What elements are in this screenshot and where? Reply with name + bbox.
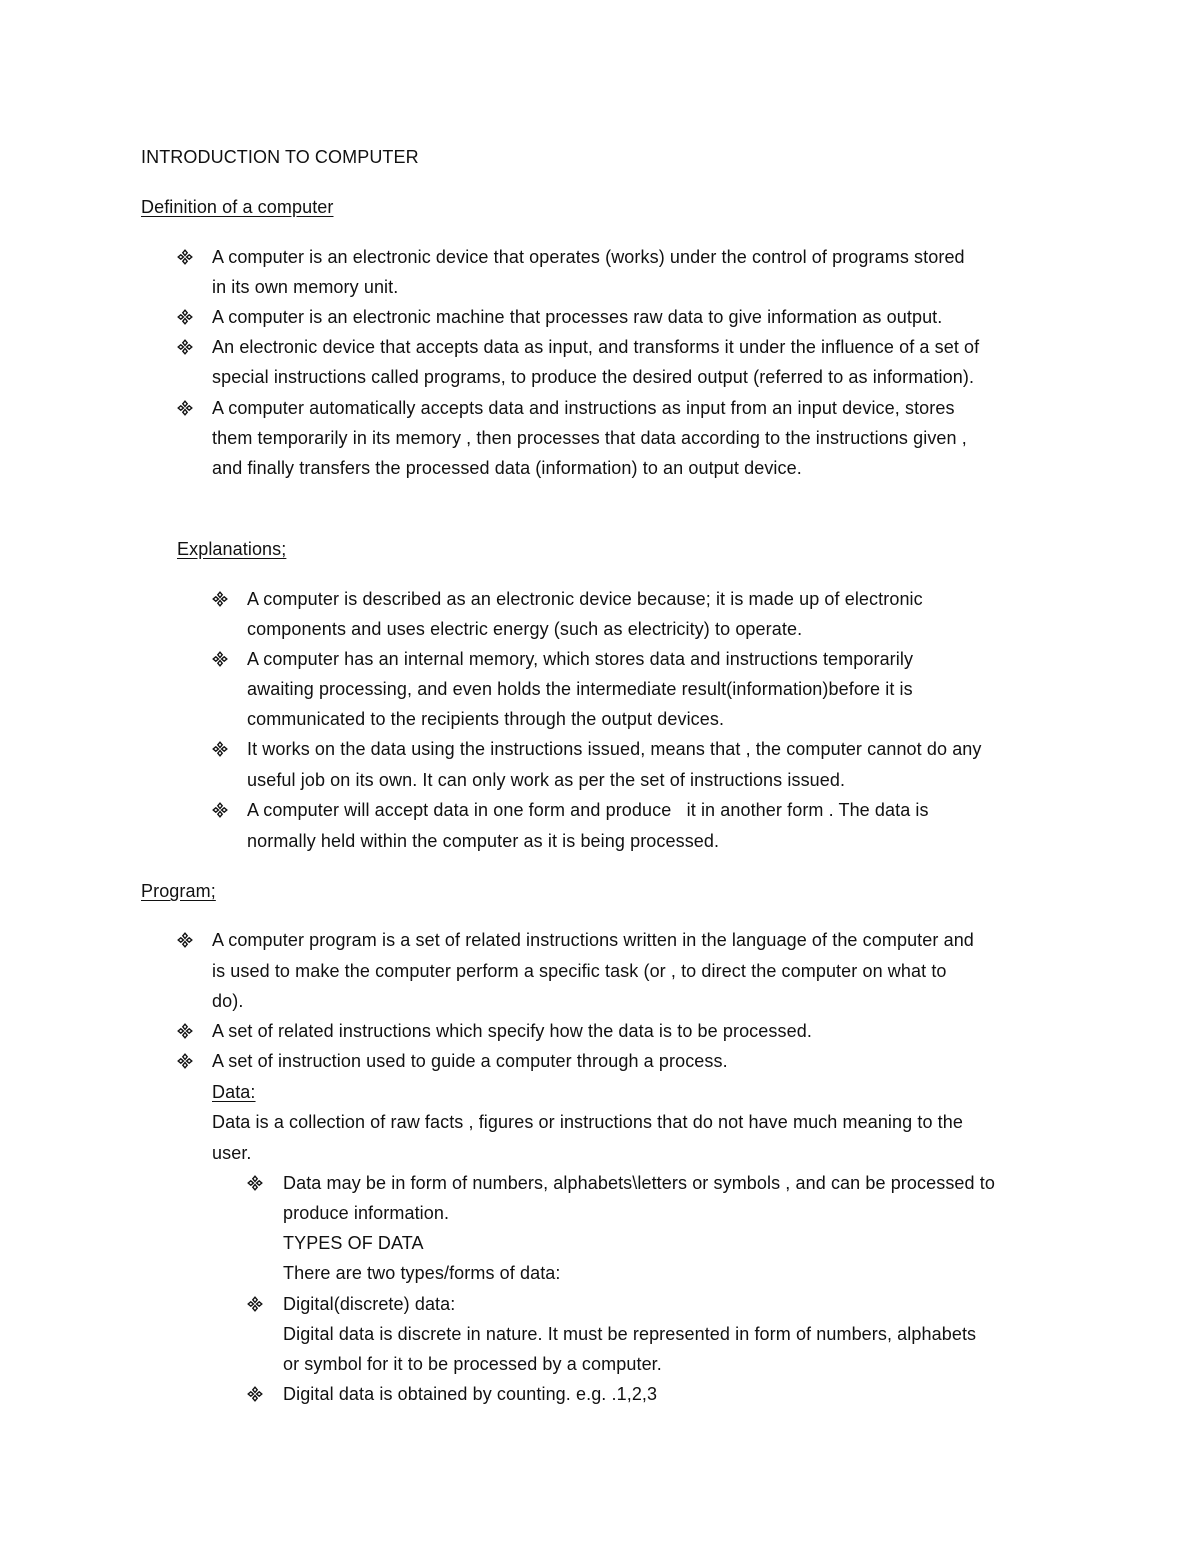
bullet-icon (247, 1175, 263, 1191)
program-bullet-1-line-3: do). (212, 991, 244, 1011)
types-of-data-heading: TYPES OF DATA (283, 1233, 424, 1253)
data-intro-line-2: user. (212, 1143, 252, 1163)
bullet-icon (212, 651, 228, 667)
explanations-bullet-4-line-2: normally held within the computer as it is being processed. (247, 831, 720, 851)
definition-heading: Definition of a computer (141, 197, 334, 217)
data-bullet-2-line-2: Digital data is discrete in nature. It must be represented in form of numbers, alphabets (283, 1324, 977, 1344)
bullet-icon (247, 1296, 263, 1312)
explanations-heading: Explanations; (177, 539, 287, 559)
explanations-bullet-1-line-1: A computer is described as an electronic device because; it is made up of electronic (247, 589, 923, 609)
bullet-icon (212, 741, 228, 757)
bullet-icon (247, 1386, 263, 1402)
program-bullet-3-line-1: A set of instruction used to guide a computer through a process. (212, 1051, 728, 1071)
data-bullet-2-line-1: Digital(discrete) data: (283, 1294, 456, 1314)
definition-bullet-4-line-3: and finally transfers the processed data (information) to an output device. (212, 458, 802, 478)
program-bullet-2-line-1: A set of related instructions which specify how the data is to be processed. (212, 1021, 812, 1041)
bullet-icon (177, 249, 193, 265)
explanations-bullet-1-line-2: components and uses electric energy (such as electricity) to operate. (247, 619, 803, 639)
definition-bullet-2-line-1: A computer is an electronic machine that processes raw data to give information as output. (212, 307, 943, 327)
definition-bullet-4-line-2: them temporarily in its memory , then processes that data according to the instructions given , (212, 428, 967, 448)
bullet-icon (177, 1053, 193, 1069)
types-of-data-intro: There are two types/forms of data: (283, 1263, 561, 1283)
definition-bullet-4-line-1: A computer automatically accepts data and instructions as input from an input device, stores (212, 398, 955, 418)
explanations-bullet-3-line-2: useful job on its own. It can only work as per the set of instructions issued. (247, 770, 846, 790)
bullet-icon (177, 339, 193, 355)
explanations-bullet-2-line-3: communicated to the recipients through the output devices. (247, 709, 725, 729)
definition-bullet-3-line-1: An electronic device that accepts data as input, and transforms it under the influence of a set of (212, 337, 980, 357)
explanations-bullet-2-line-1: A computer has an internal memory, which stores data and instructions temporarily (247, 649, 914, 669)
data-bullet-1-line-1: Data may be in form of numbers, alphabets\letters or symbols , and can be processed to (283, 1173, 995, 1193)
bullet-icon (177, 1023, 193, 1039)
explanations-bullet-2-line-2: awaiting processing, and even holds the intermediate result(information)before it is (247, 679, 913, 699)
definition-bullet-3-line-2: special instructions called programs, to produce the desired output (referred to as information). (212, 367, 975, 387)
data-bullet-2-line-3: or symbol for it to be processed by a computer. (283, 1354, 662, 1374)
explanations-bullet-3-line-1: It works on the data using the instructions issued, means that , the computer cannot do any (247, 739, 982, 759)
data-bullet-1-line-2: produce information. (283, 1203, 450, 1223)
data-heading: Data: (212, 1082, 256, 1102)
bullet-icon (212, 802, 228, 818)
data-bullet-3-line-1: Digital data is obtained by counting. e.g. .1,2,3 (283, 1384, 658, 1404)
program-heading: Program; (141, 881, 216, 901)
bullet-icon (177, 932, 193, 948)
program-bullet-1-line-1: A computer program is a set of related instructions written in the language of the computer and (212, 930, 974, 950)
data-intro-line-1: Data is a collection of raw facts , figures or instructions that do not have much meaning to the (212, 1112, 963, 1132)
definition-bullet-1-line-1: A computer is an electronic device that operates (works) under the control of programs stored (212, 247, 965, 267)
explanations-bullet-4-line-1: A computer will accept data in one form and produce it in another form . The data is (247, 800, 929, 820)
document-title: INTRODUCTION TO COMPUTER (141, 147, 419, 167)
program-bullet-1-line-2: is used to make the computer perform a specific task (or , to direct the computer on what to (212, 961, 947, 981)
bullet-icon (212, 591, 228, 607)
bullet-icon (177, 309, 193, 325)
definition-bullet-1-line-2: in its own memory unit. (212, 277, 399, 297)
bullet-icon (177, 400, 193, 416)
